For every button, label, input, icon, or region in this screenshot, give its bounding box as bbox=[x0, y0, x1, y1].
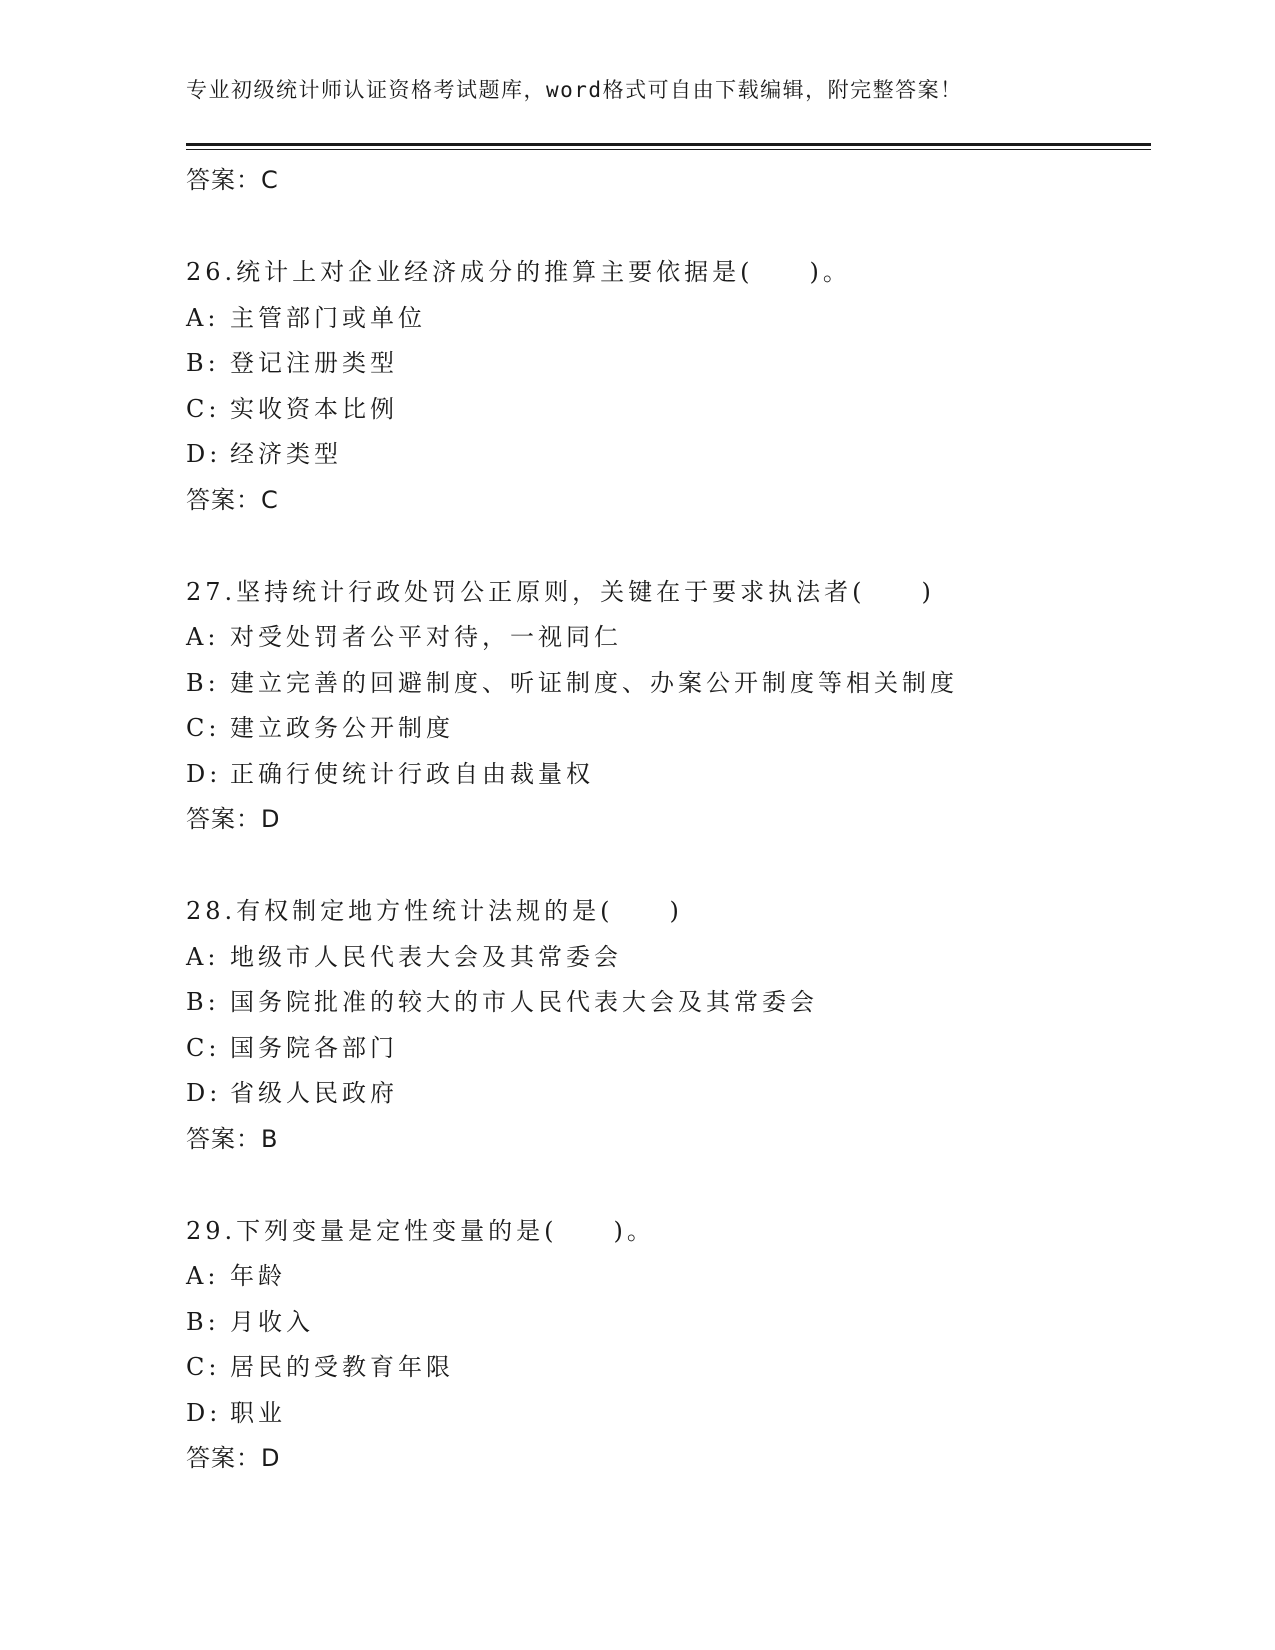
option-letter: B: bbox=[186, 668, 220, 697]
option-c bbox=[186, 1345, 1146, 1391]
option-d bbox=[186, 1391, 1146, 1437]
option-letter: B: bbox=[186, 349, 220, 377]
question-29 bbox=[186, 1209, 1146, 1481]
option-letter: B: bbox=[186, 988, 220, 1016]
option-letter: A: bbox=[186, 1262, 220, 1290]
option-text: 省级人民政府 bbox=[230, 1079, 398, 1107]
option-text: 正确行使统计行政自由裁量权 bbox=[230, 759, 594, 788]
option-text: 居民的受教育年限 bbox=[230, 1353, 454, 1381]
option-letter: C: bbox=[186, 394, 221, 423]
option-letter: A: bbox=[186, 303, 220, 332]
header-rule-thick bbox=[186, 143, 1151, 146]
option-text: 月收入 bbox=[230, 1307, 314, 1336]
option-text: 对受处罚者公平对待，一视同仁 bbox=[230, 623, 622, 651]
answer: 答案：D bbox=[186, 805, 281, 833]
option-b bbox=[186, 341, 1146, 387]
option-letter: C: bbox=[186, 714, 221, 742]
question-stem: 28.有权制定地方性统计法规的是( ) bbox=[186, 897, 683, 925]
option-letter: B: bbox=[186, 1307, 220, 1336]
question-stem: 27.坚持统计行政处罚公正原则，关键在于要求执法者( ) bbox=[186, 577, 935, 606]
question-stem: 26.统计上对企业经济成分的推算主要依据是( )。 bbox=[186, 258, 851, 286]
option-d bbox=[186, 1071, 1146, 1117]
option-letter: C: bbox=[186, 1353, 221, 1381]
question-26 bbox=[186, 250, 1146, 522]
page-header: 专业初级统计师认证资格考试题库，word格式可自由下载编辑，附完整答案！ bbox=[186, 78, 963, 102]
option-b bbox=[186, 980, 1146, 1026]
option-c bbox=[186, 706, 1146, 752]
option-a bbox=[186, 296, 1146, 342]
option-text: 国务院批准的较大的市人民代表大会及其常委会 bbox=[230, 988, 818, 1016]
option-text: 主管部门或单位 bbox=[230, 303, 426, 332]
question-list bbox=[186, 158, 1146, 1480]
option-a bbox=[186, 1254, 1146, 1300]
option-letter: C: bbox=[186, 1033, 221, 1062]
option-a bbox=[186, 935, 1146, 981]
option-letter: A: bbox=[186, 623, 220, 651]
answer: 答案：D bbox=[186, 1444, 281, 1472]
option-text: 登记注册类型 bbox=[230, 349, 398, 377]
option-text: 职业 bbox=[230, 1398, 286, 1427]
answer: 答案：B bbox=[186, 1124, 279, 1153]
option-letter: D: bbox=[186, 1079, 222, 1107]
previous-answer: 答案：C bbox=[186, 166, 279, 194]
option-text: 国务院各部门 bbox=[230, 1033, 398, 1062]
answer: 答案：C bbox=[186, 485, 279, 514]
question-27 bbox=[186, 570, 1146, 842]
option-b bbox=[186, 661, 1146, 707]
option-text: 经济类型 bbox=[230, 440, 342, 468]
option-letter: D: bbox=[186, 759, 222, 788]
header-rule-thin bbox=[186, 149, 1151, 150]
option-text: 实收资本比例 bbox=[230, 394, 398, 423]
option-text: 地级市人民代表大会及其常委会 bbox=[230, 942, 622, 971]
option-d bbox=[186, 752, 1146, 798]
option-letter: D: bbox=[186, 1398, 222, 1427]
option-letter: A: bbox=[186, 942, 220, 971]
option-c bbox=[186, 387, 1146, 433]
option-b bbox=[186, 1300, 1146, 1346]
question-stem: 29.下列变量是定性变量的是( )。 bbox=[186, 1216, 655, 1245]
option-text: 年龄 bbox=[230, 1262, 286, 1290]
option-a bbox=[186, 615, 1146, 661]
option-text: 建立政务公开制度 bbox=[230, 714, 454, 742]
option-text: 建立完善的回避制度、听证制度、办案公开制度等相关制度 bbox=[230, 668, 958, 697]
question-28 bbox=[186, 889, 1146, 1161]
option-d bbox=[186, 432, 1146, 478]
option-letter: D: bbox=[186, 440, 222, 468]
option-c bbox=[186, 1026, 1146, 1072]
